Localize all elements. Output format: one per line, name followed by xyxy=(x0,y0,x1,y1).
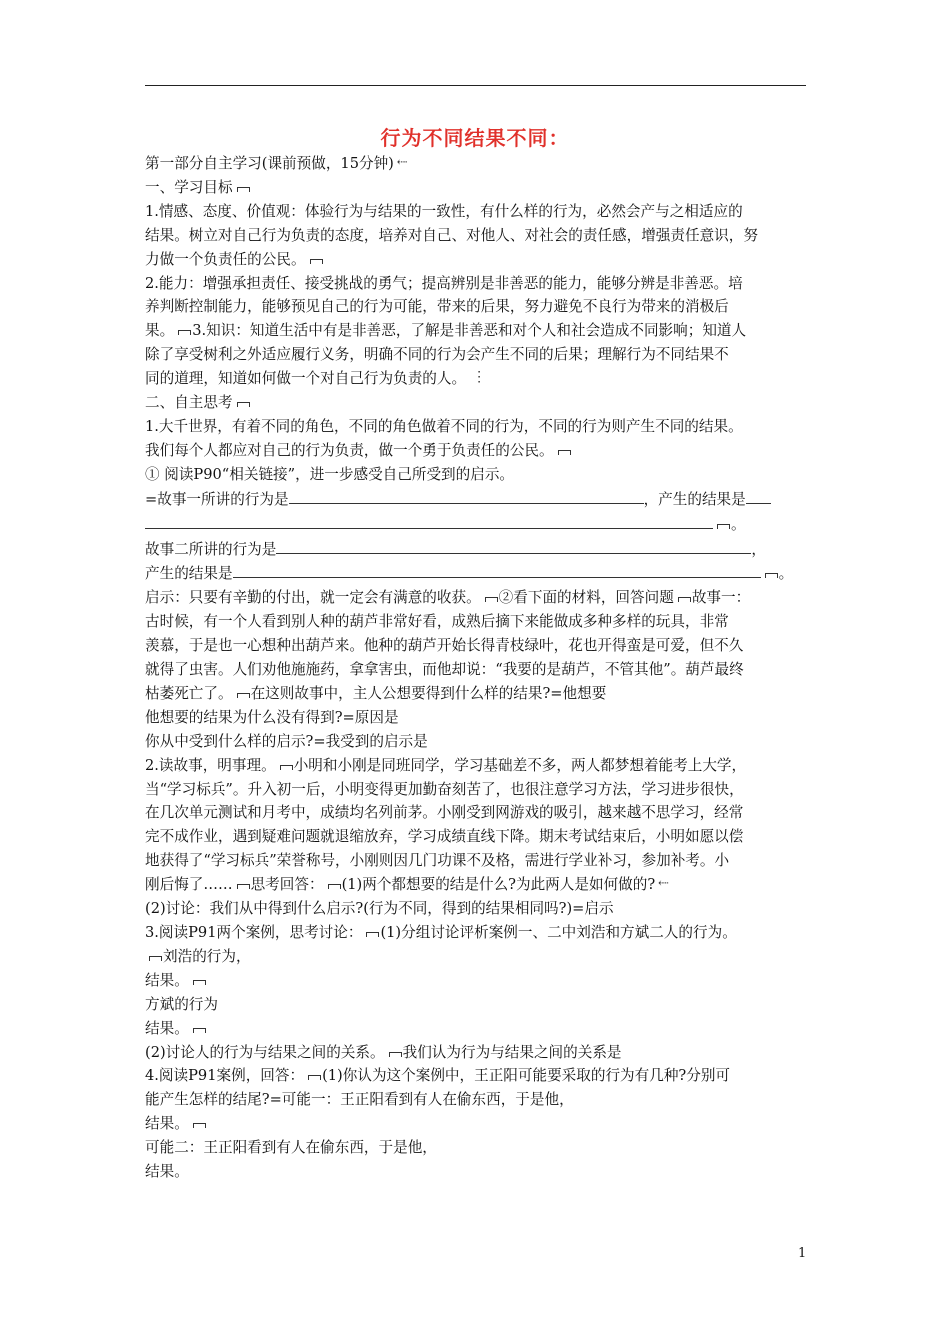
text-run: 故事一： xyxy=(691,589,751,607)
text-run: 在这则故事中，主人公想要得到什么样的结果?=他想要 xyxy=(250,684,607,702)
page-title: 行为不同结果不同： xyxy=(380,126,570,150)
document-body xyxy=(145,152,809,1184)
hook-icon xyxy=(177,327,192,335)
text-line xyxy=(145,730,809,754)
text-line xyxy=(145,1041,809,1065)
text-run: 第一部分自主学习(课前预做，15分钟) xyxy=(145,155,394,172)
hook-icon xyxy=(192,1120,207,1128)
text-run: ②看下面的材料，回答问题 xyxy=(498,589,674,607)
text-run: 同的道理，知道如何做一个对自己行为负责的人。 xyxy=(145,370,467,388)
text-run: 结果。 xyxy=(145,1019,189,1037)
text-line xyxy=(145,272,809,296)
text-run: 当“学习标兵”。升入初一后，小明变得更加勤奋刻苦了，也很注意学习方法，学习进步很快， xyxy=(145,780,744,798)
text-line xyxy=(145,1160,809,1184)
text-run: ，产生的结果是 xyxy=(643,490,746,508)
text-run: (2)讨论人的行为与结果之间的关系。 xyxy=(145,1043,385,1061)
text-run: 产生的结果是 xyxy=(145,565,233,583)
text-run: 故事二所讲的行为是 xyxy=(145,540,277,558)
hook-icon xyxy=(192,977,207,985)
text-run: 力做一个负责任的公民。 xyxy=(145,250,306,268)
text-line xyxy=(145,993,809,1017)
dots-icon xyxy=(469,375,484,383)
hook-icon xyxy=(307,1072,322,1080)
text-run: 结果。 xyxy=(145,1163,189,1181)
text-run: 你从中受到什么样的启示?=我受到的启示是 xyxy=(145,732,428,750)
text-run: ， xyxy=(751,540,766,558)
text-run: 就得了虫害。人们劝他施施药，拿拿害虫，而他却说：“我要的是葫芦，不管其他”。葫芦最终 xyxy=(145,661,744,679)
text-run: 除了享受树利之外适应履行义务，明确不同的行为会产生不同的后果；理解行为不同结果不 xyxy=(145,346,729,364)
text-run: 我们每个人都应对自己的行为负责，做一个勇于负责任的公民。 xyxy=(145,441,554,459)
text-line xyxy=(145,152,809,176)
text-run: 地获得了“学习标兵”荣誉称号，小刚则因几门功课不及格，需进行学业补习，参加补考。小 xyxy=(145,852,730,870)
hook-icon xyxy=(236,881,251,889)
hook-icon xyxy=(236,399,251,407)
text-run: 枯萎死亡了。 xyxy=(145,684,233,702)
answer-blank[interactable] xyxy=(233,561,761,578)
text-run: 3.阅读P91两个案例，思考讨论： xyxy=(145,924,363,941)
text-line xyxy=(145,224,809,248)
text-line xyxy=(145,586,809,610)
text-run: 二、自主思考 xyxy=(145,394,233,412)
text-line xyxy=(145,897,809,921)
header-rule xyxy=(145,85,806,86)
hook-icon xyxy=(484,594,499,602)
text-run: 结果。树立对自己行为负责的态度，培养对自己、对他人、对社会的责任感，增强责任意识，努 xyxy=(145,226,758,244)
text-line xyxy=(145,295,809,319)
text-run: ① 阅读P90“相关链接”，进一步感受自己所受到的启示。 xyxy=(145,465,515,483)
text-run: 启示：只要有辛勤的付出，就一定会有满意的收获。 xyxy=(145,589,481,607)
text-line xyxy=(145,658,809,682)
text-line xyxy=(145,367,809,391)
text-run: 刚后悔了…… xyxy=(145,876,233,894)
text-run: 方斌的行为 xyxy=(145,995,218,1013)
hook-icon xyxy=(327,881,342,889)
text-run: (2)讨论：我们从中得到什么启示?(行为不同，得到的结果相同吗?)=启示 xyxy=(145,900,614,918)
text-run: 古时候，有一个人看到别人种的葫芦非常好看，成熟后摘下来能做成多种多样的玩具，非常 xyxy=(145,613,729,631)
text-run: 可能二：王正阳看到有人在偷东西，于是他， xyxy=(145,1139,437,1157)
text-run: 。 xyxy=(778,565,794,583)
text-run: 果。 xyxy=(145,322,175,340)
text-line xyxy=(145,391,809,415)
answer-blank[interactable] xyxy=(145,512,713,529)
hook-icon xyxy=(279,762,294,770)
text-run: 他想要的结果为什么没有得到?=原因是 xyxy=(145,708,399,726)
text-line xyxy=(145,439,809,463)
text-run: 3.知识：知道生活中有是非善恶，了解是非善恶和对个人和社会造成不同影响；知道人 xyxy=(192,322,747,340)
hook-icon xyxy=(557,447,572,455)
text-line xyxy=(145,1088,809,1112)
text-line xyxy=(145,610,809,634)
text-line xyxy=(145,801,809,825)
text-run: 能产生怎样的结尾?=可能一：王正阳看到有人在偷东西，于是他， xyxy=(145,1091,574,1109)
text-line xyxy=(145,487,809,512)
text-run: =故事一所讲的行为是 xyxy=(145,490,289,508)
text-run: 2.读故事，明事理。 xyxy=(145,756,276,774)
hook-icon xyxy=(192,1025,207,1033)
text-line xyxy=(145,561,809,586)
text-run: (1)分组讨论评析案例一、二中刘浩和方斌二人的行为。 xyxy=(380,924,737,941)
text-run: 在几次单元测试和月考中，成绩均名列前茅。小刚受到网游戏的吸引，越来越不思学习，经常 xyxy=(145,804,744,822)
text-line xyxy=(145,319,809,343)
text-run: 养判断控制能力，能够预见自己的行为可能，带来的后果，努力避免不良行为带来的消极后 xyxy=(145,298,729,316)
text-line xyxy=(145,754,809,778)
text-run: 羡慕，于是也一心想种出葫芦来。他种的葫芦开始长得青枝绿叶，花也开得蛮是可爱，但不久 xyxy=(145,637,744,655)
text-run: 。 xyxy=(731,515,746,533)
text-run: 1.大千世界，有着不同的角色，不同的角色做着不同的行为，不同的行为则产生不同的结果。 xyxy=(145,417,743,435)
text-run: 小明和小刚是同班同学，学习基础差不多，两人都梦想着能考上大学， xyxy=(293,756,747,774)
text-line xyxy=(145,682,809,706)
text-line xyxy=(145,343,809,367)
text-run: (1)两个都想要的结是什么?为此两人是如何做的? xyxy=(341,876,656,894)
hook-icon xyxy=(236,184,251,192)
answer-blank[interactable] xyxy=(746,487,771,504)
hook-icon xyxy=(309,256,324,264)
text-line xyxy=(145,1017,809,1041)
text-run: 一、学习目标 xyxy=(145,178,233,196)
text-line xyxy=(145,945,809,969)
hook-icon xyxy=(764,570,779,578)
hook-icon xyxy=(148,953,163,961)
hook-icon xyxy=(236,690,251,698)
text-line xyxy=(145,415,809,439)
text-line xyxy=(145,248,809,272)
hook-icon xyxy=(388,1049,403,1057)
text-line xyxy=(145,873,809,897)
text-line xyxy=(145,512,809,537)
text-line xyxy=(145,706,809,730)
hook-icon xyxy=(677,594,692,602)
hook-icon xyxy=(365,929,380,937)
answer-blank[interactable] xyxy=(289,487,644,504)
answer-blank[interactable] xyxy=(276,537,751,554)
text-run: 思考回答： xyxy=(250,876,324,894)
text-run: 完不成作业，遇到疑难问题就退缩放弃，学习成绩直线下降。期末考试结束后，小明如愿以偿 xyxy=(145,828,744,846)
text-run: 4.阅读P91案例，回答： xyxy=(145,1067,305,1085)
text-run: 我们认为行为与结果之间的关系是 xyxy=(402,1043,622,1061)
text-run: 结果。 xyxy=(145,1115,189,1133)
text-line xyxy=(145,969,809,993)
text-line xyxy=(145,778,809,802)
text-line xyxy=(145,825,809,849)
text-line xyxy=(145,537,809,562)
text-run: (1)你认为这个案例中，王正阳可能要采取的行为有几种?分别可 xyxy=(322,1067,731,1085)
text-line xyxy=(145,921,809,945)
text-line xyxy=(145,176,809,200)
text-run: 1.情感、态度、价值观：体验行为与结果的一致性，有什么样的行为，必然会产与之相适应的 xyxy=(145,202,743,220)
text-run: 结果。 xyxy=(145,971,189,989)
curl-icon xyxy=(397,160,412,168)
text-run: 刘浩的行为， xyxy=(163,947,251,965)
curl-icon xyxy=(658,881,673,889)
text-line xyxy=(145,463,809,487)
text-line xyxy=(145,1136,809,1160)
text-line xyxy=(145,634,809,658)
text-line xyxy=(145,1112,809,1136)
hook-icon xyxy=(716,521,731,529)
text-run: 2.能力：增强承担责任、接受挑战的勇气；提高辨别是非善恶的能力，能够分辨是非善恶。培 xyxy=(145,274,743,292)
page-number: 1 xyxy=(798,1246,807,1261)
text-line xyxy=(145,849,809,873)
text-line xyxy=(145,1064,809,1088)
text-line xyxy=(145,200,809,224)
